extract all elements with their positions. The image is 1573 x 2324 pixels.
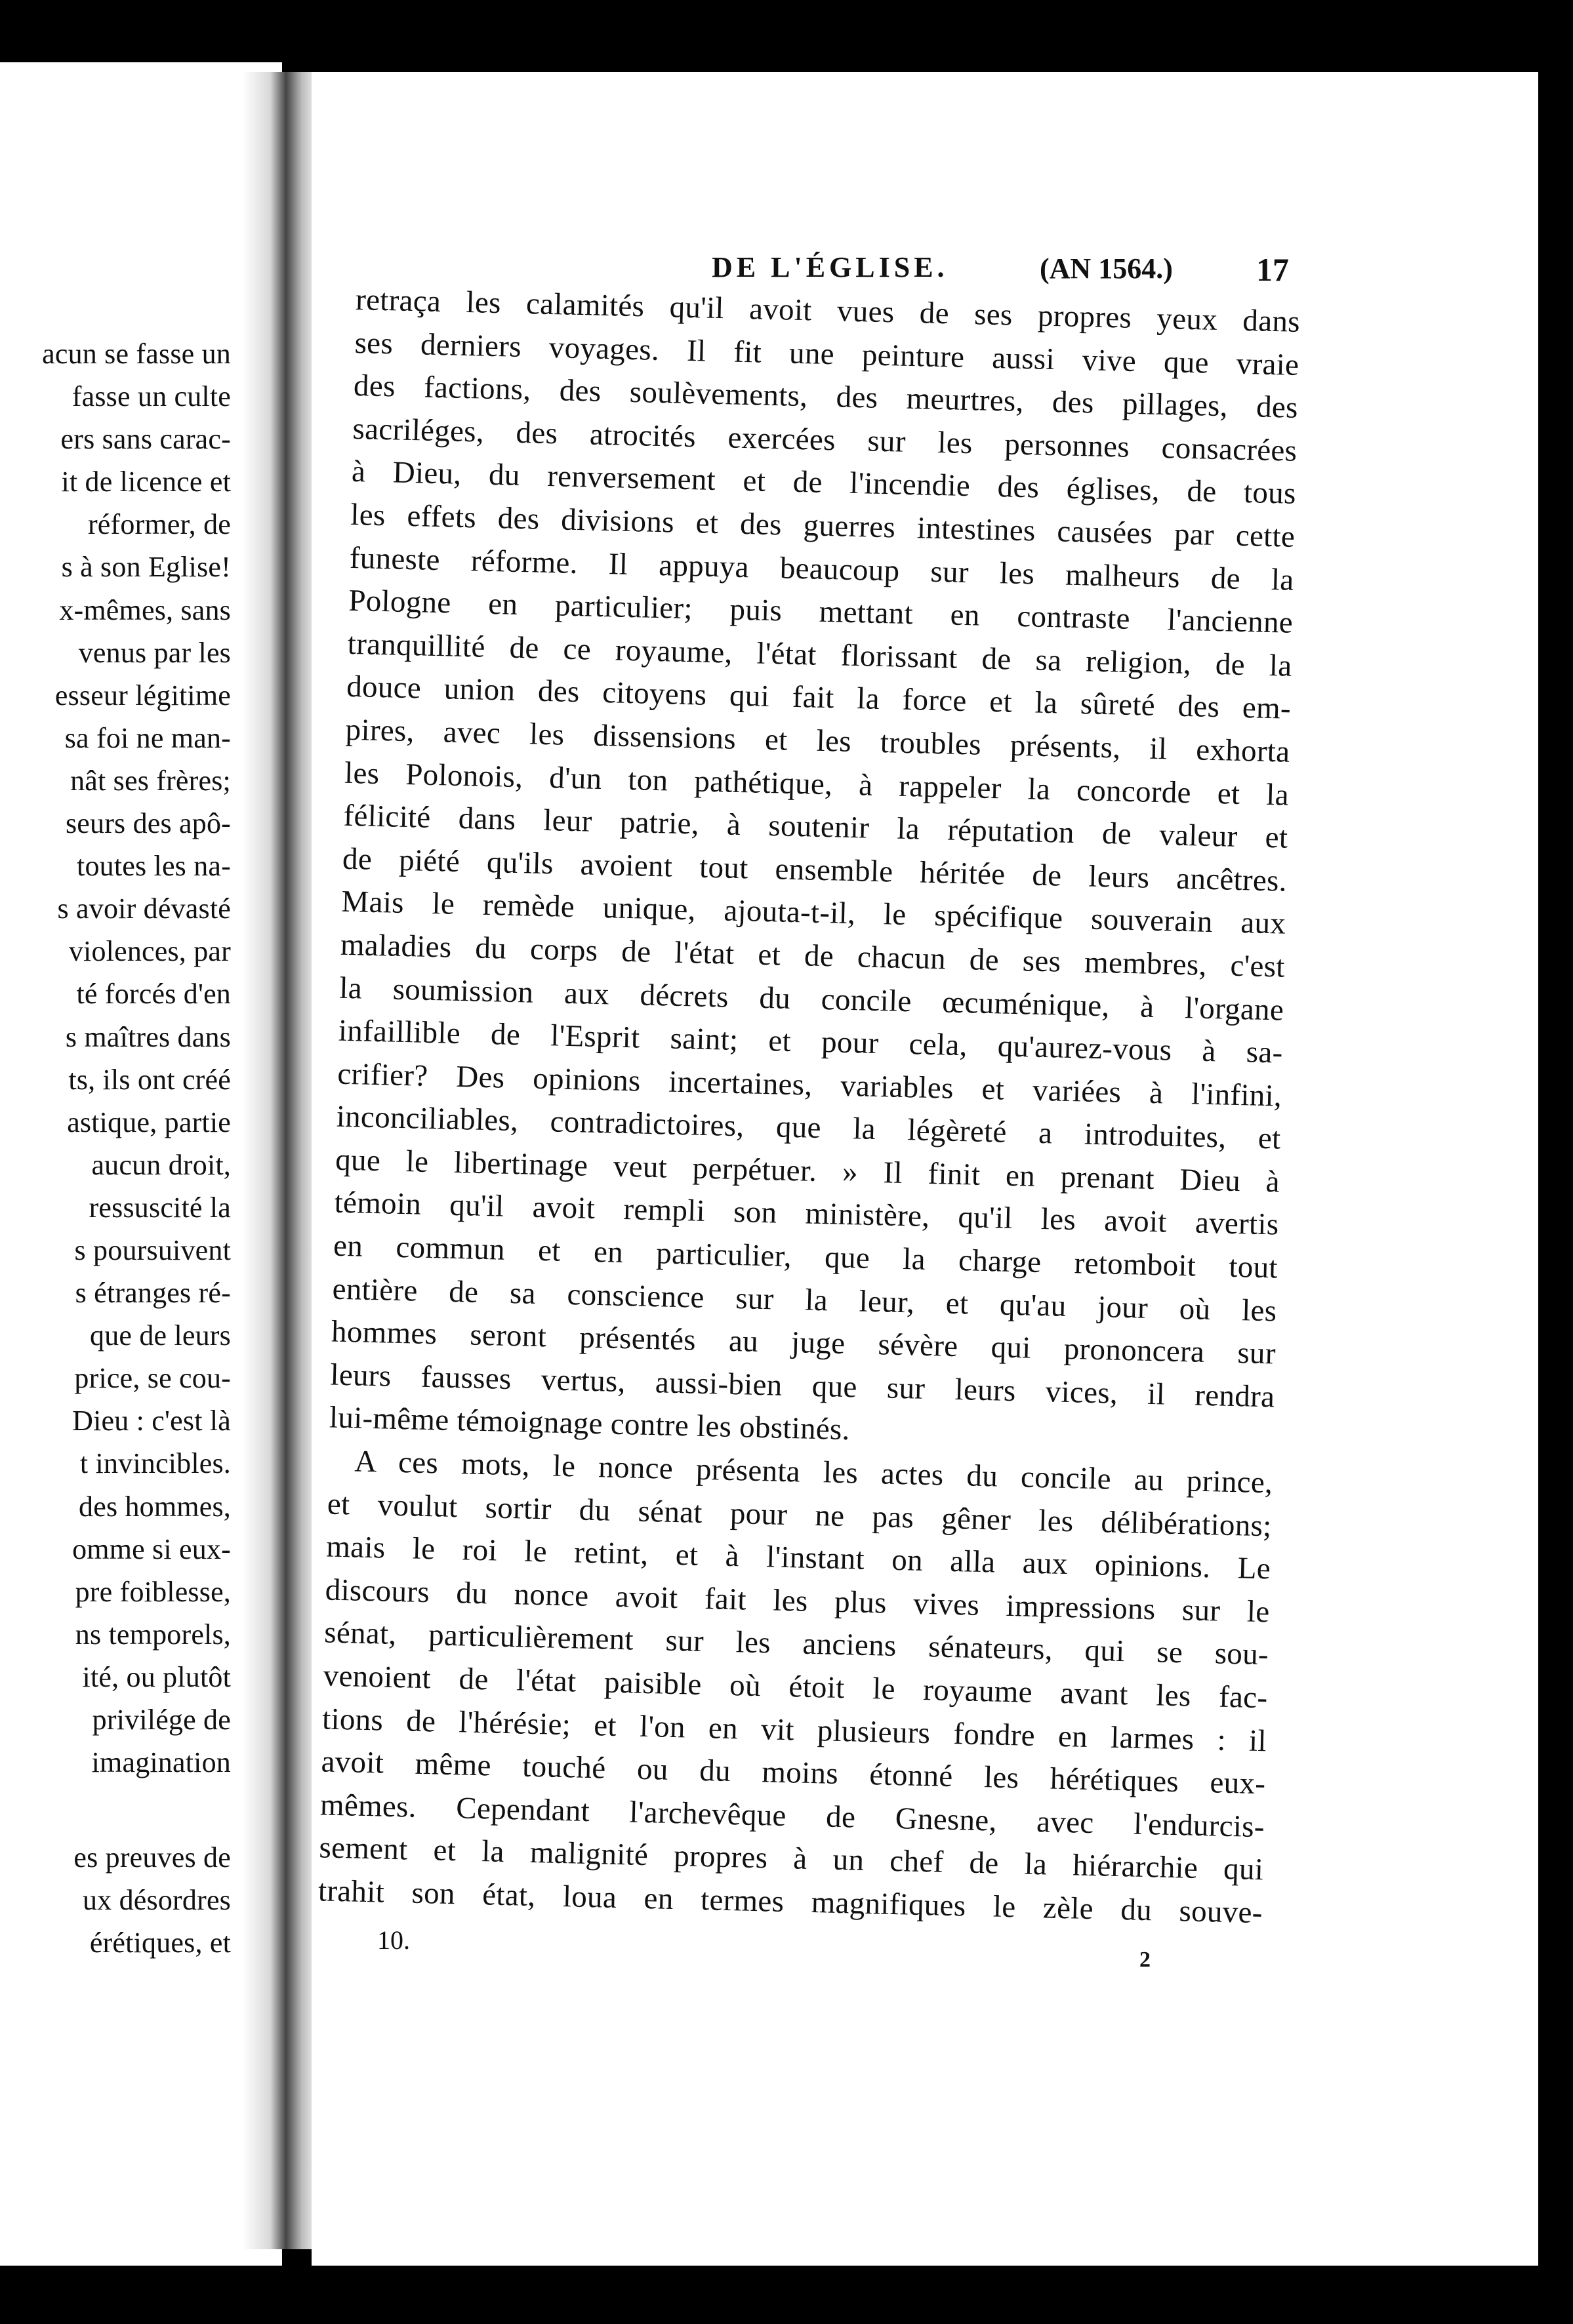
previous-page-line: té forcés d'en [76, 978, 231, 1011]
previous-page-line: ers sans carac- [60, 423, 231, 456]
page-body-text [317, 279, 1300, 1935]
text-line: et voulut sortir du sénat pour ne pas gêner les délibérations; [327, 1487, 1273, 1544]
previous-page-line: price, se cou- [74, 1362, 231, 1395]
text-line: infaillible de l'Esprit saint; et pour cela, qu'aurez-vous à sa- [338, 1013, 1284, 1070]
text-line: avoit même touché ou du moins étonné les hérétiques eux- [321, 1744, 1266, 1801]
text-line: Pologne en particulier; puis mettant en contraste l'ancienne [348, 584, 1294, 640]
previous-page-line: des hommes, [79, 1490, 231, 1523]
text-line: les effets des divisions et des guerres intestines causées par cette [350, 497, 1296, 554]
text-line: en commun et en particulier, que la charge retomboit tout [333, 1228, 1278, 1285]
previous-page-line: nât ses frères; [70, 764, 231, 797]
text-line: des factions, des soulèvements, des meurtres, des pillages, des [353, 369, 1299, 426]
text-line: sacriléges, des atrocités exercées sur les personnes consacrées [352, 411, 1297, 468]
text-line: que le libertinage veut perpétuer. » Il finit en prenant Dieu à [335, 1142, 1280, 1199]
previous-page-text [0, 332, 231, 1964]
previous-page-line: seurs des apô- [65, 807, 231, 840]
previous-page-line: x-mêmes, sans [59, 593, 231, 626]
text-line: retraça les calamités qu'il avoit vues de ses propres yeux dans [355, 282, 1301, 339]
running-head-year: (AN 1564.) [1040, 252, 1173, 285]
previous-page-line: imagination [91, 1746, 231, 1779]
previous-page-line: que de leurs [90, 1319, 231, 1352]
previous-page-line: ux désordres [82, 1884, 231, 1917]
text-line: sement et la malignité propres à un chef de la hiérarchie qui [319, 1830, 1264, 1887]
book-gutter [243, 72, 321, 2249]
previous-page-line: es preuves de [73, 1841, 231, 1874]
page-number: 17 [1256, 251, 1289, 288]
previous-page [0, 62, 282, 2266]
previous-page-line: ns temporels, [75, 1618, 231, 1651]
previous-page-line: ressuscité la [89, 1191, 231, 1224]
previous-page-line [0, 1784, 231, 1836]
previous-page-line: aucun droit, [91, 1148, 231, 1181]
text-line: venoient de l'état paisible où étoit le royaume avant les fac- [323, 1658, 1269, 1715]
text-line: Mais le remède unique, ajouta-t-il, le spécifique souverain aux [340, 885, 1286, 941]
previous-page-line: érétiques, et [89, 1927, 231, 1959]
text-line: entière de sa conscience sur la leur, et qu'au jour où les [332, 1272, 1277, 1329]
text-line: A ces mots, le nonce présenta les actes du concile au prince, [354, 1444, 1273, 1500]
previous-page-line: t invincibles. [79, 1447, 231, 1480]
text-line: inconciliables, contradictoires, que la légèreté a introduites, et [336, 1099, 1282, 1156]
previous-page-line: s avoir dévasté [57, 892, 231, 925]
text-line: ses derniers voyages. Il fit une peinture aussi vive que vraie [354, 325, 1299, 382]
signature-mark-left: 10. [377, 1925, 410, 1955]
text-line: félicité dans leur patrie, à soutenir la réputation de valeur et [343, 798, 1288, 855]
previous-page-line: omme si eux- [72, 1533, 231, 1565]
scan-edge [1538, 72, 1573, 2266]
text-line: sénat, particulièrement sur les anciens sénateurs, qui se sou- [323, 1615, 1269, 1672]
text-line: tions de l'hérésie; et l'on en vit plusieurs fondre en larmes : il [321, 1701, 1267, 1758]
text-line: mêmes. Cependant l'archevêque de Gnesne, avec l'endurcis- [319, 1788, 1265, 1845]
text-line: maladies du corps de l'état et de chacun de ses membres, c'est [340, 927, 1286, 984]
previous-page-line: s poursuivent [74, 1233, 231, 1266]
previous-page-line: venus par les [78, 636, 231, 669]
running-head-title: DE L'ÉGLISE. [712, 251, 949, 283]
previous-page-line: Dieu : c'est là [72, 1405, 231, 1437]
previous-page-line: it de licence et [61, 466, 231, 498]
signature-mark-right: 2 [1139, 1948, 1151, 1972]
previous-page-line: s à son Eglise! [61, 551, 231, 584]
text-line: hommes seront présentés au juge sévère qui prononcera sur [331, 1314, 1277, 1371]
text-line: de piété qu'ils avoient tout ensemble héritée de leurs ancêtres. [342, 841, 1288, 898]
current-page [312, 72, 1538, 2266]
previous-page-line: pre foiblesse, [75, 1575, 231, 1608]
previous-page-line: violences, par [68, 935, 231, 968]
previous-page-line: s étranges ré- [75, 1277, 231, 1310]
previous-page-line: esseur légitime [54, 679, 231, 711]
previous-page-line: sa foi ne man- [64, 721, 231, 754]
previous-page-line: réformer, de [87, 508, 231, 541]
text-line: douce union des citoyens qui fait la force et la sûreté des em- [346, 670, 1292, 727]
text-line: pires, avec les dissensions et les troubles présents, il exhorta [345, 712, 1291, 769]
previous-page-line: ts, ils ont créé [68, 1063, 231, 1096]
text-line: témoin qu'il avoit rempli son ministère, qu'il les avoit avertis [334, 1186, 1280, 1242]
previous-page-line: toutes les na- [77, 850, 231, 883]
text-line: crifier? Des opinions incertaines, variables et variées à l'infini, [337, 1056, 1282, 1113]
text-line: les Polonois, d'un ton pathétique, à rappeler la concorde et la [344, 755, 1290, 812]
text-line: à Dieu, du renversement et de l'incendie des églises, de tous [351, 454, 1297, 511]
text-line: la soumission aux décrets du concile œcuménique, à l'organe [338, 971, 1284, 1028]
text-line: funeste réforme. Il appuya beaucoup sur les malheurs de la [349, 540, 1295, 597]
text-line: mais le roi le retint, et à l'instant on alla aux opinions. Le [325, 1529, 1271, 1586]
text-line: lui-même témoignage contre les obstinés. [329, 1400, 851, 1447]
previous-page-line: astique, partie [67, 1106, 231, 1138]
text-line: tranquillité de ce royaume, l'état florissant de sa religion, de la [347, 626, 1293, 683]
previous-page-line: acun se fasse un [42, 338, 231, 370]
text-line: discours du nonce avoit fait les plus vives impressions sur le [325, 1573, 1271, 1630]
previous-page-line: s maîtres dans [65, 1020, 231, 1053]
text-line: leurs fausses vertus, aussi-bien que sur leurs vices, il rendra [329, 1357, 1275, 1414]
previous-page-line: fasse un culte [72, 380, 231, 413]
text-line: trahit son état, loua en termes magnifiques le zèle du souve- [317, 1873, 1263, 1931]
previous-page-line: ité, ou plutôt [82, 1660, 231, 1693]
previous-page-line: privilége de [92, 1704, 231, 1736]
